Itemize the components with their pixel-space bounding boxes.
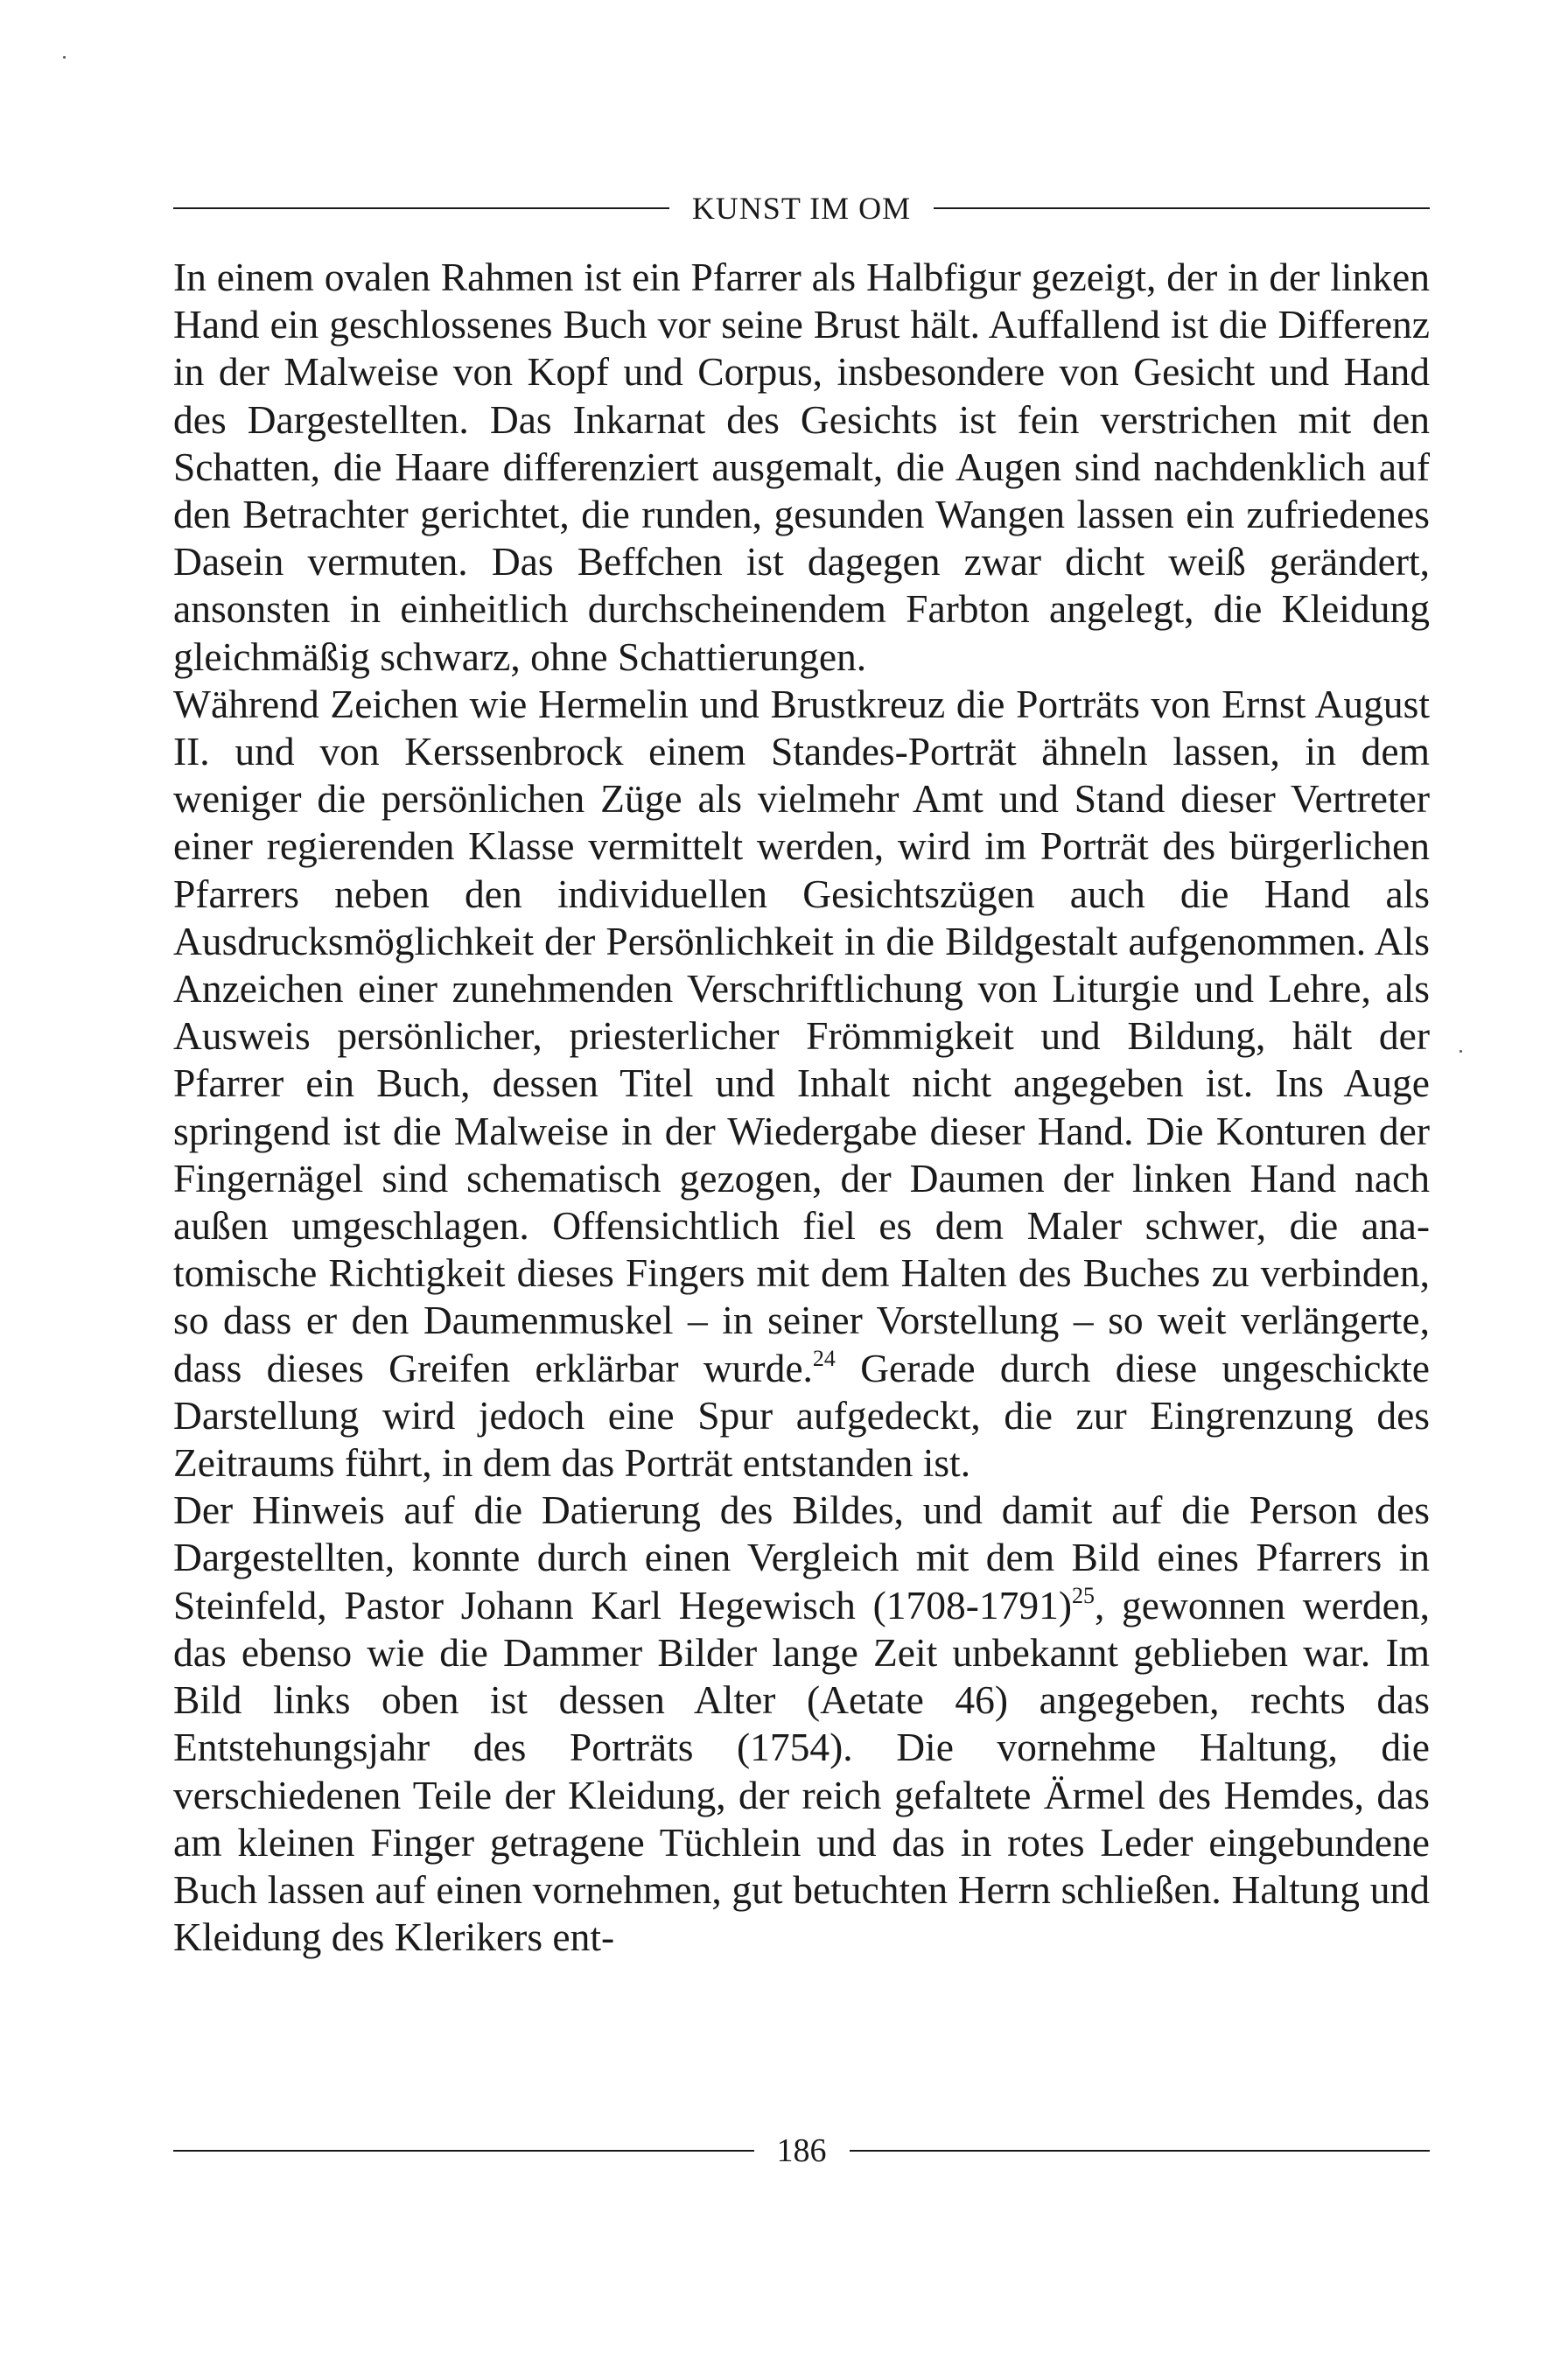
page-number: 186 [776,2132,827,2169]
footnote-ref-25: 25 [1072,1582,1096,1608]
paragraph-3 [173,1487,1430,1961]
paragraph-3-text-b: , gewonnen werden, das ebenso wie die Dammer Bilder lange Zeit unbekannt geblieben war. Im Bild links oben ist dessen Alter (Aetate 46) angegeben, rechts das Entstehungsjahr des Porträts (1754). Die vornehme Haltung, die verschiedenen Teile der Kleidung, der reich gefaltete Ärmel des Hemdes, das am kleinen Finger getragene Tüchlein und das in rotes Leder eingebundene Buch lassen auf einen vornehmen, gut betuchten Herrn schließen. Haltung und Kleidung des Klerikers ent- [173,1582,1430,1960]
footer-rule-left [173,2150,754,2152]
scan-speck [63,56,66,59]
header-rule-left [173,207,669,209]
paragraph-1 [173,254,1430,681]
body-text [173,254,1430,1961]
header-rule-right [934,207,1430,209]
running-head-title: KUNST IM OM [691,191,912,226]
page-footer [173,2124,1430,2177]
running-head [173,182,1430,234]
paragraph-1-text: In einem ovalen Rahmen ist ein Pfarrer als Halbfigur gezeigt, der in der linken Hand ein geschlossenes Buch vor seine Brust hält. Auffallend ist die Differenz in der Malweise von Kopf und Corpus, insbesondere von Gesicht und Hand des Dargestellten. Das Inkarnat des Gesichts ist fein verstrichen mit den Schatten, die Haare differenziert ausgemalt, die Augen sind nachdenklich auf den Betrachter gerichtet, die runden, gesunden Wangen lassen ein zufriedenes Dasein vermuten. Das Beffchen ist dagegen zwar dicht weiß gerändert, ansonsten in einheitlich durchscheinendem Farbton angelegt, die Kleidung gleichmäßig schwarz, ohne Schattierungen. [173,255,1430,679]
paragraph-2 [173,681,1430,1487]
footnote-ref-24: 24 [812,1345,836,1371]
paragraph-2-text-b: Gerade durch diese ungeschickte Darstellung wird jedoch eine Spur aufgedeckt, die zur Eingrenzung des Zeitraums führt, in dem das Porträt entstanden ist. [173,1345,1430,1486]
scan-speck [1460,1050,1462,1053]
footer-rule-right [850,2150,1431,2152]
paragraph-2-text-a: Während Zeichen wie Hermelin und Brustkreuz die Porträts von Ernst August II. und von Kerssenbrock einem Standes-Porträt ähneln lassen, in dem weniger die persönlichen Züge als vielmehr Amt und Stand dieser Vertreter einer regierenden Klasse vermittelt werden, wird im Porträt des bürgerlichen Pfarrers neben den individuellen Gesichtszügen auch die Hand als Ausdrucksmöglichkeit der Persönlichkeit in die Bildgestalt aufgenommen. Als Anzeichen einer zunehmenden Verschriftlichung von Liturgie und Lehre, als Ausweis persönlicher, priesterlicher Frömmigkeit und Bildung, hält der Pfarrer ein Buch, dessen Titel und Inhalt nicht angegeben ist. Ins Auge springend ist die Malweise in der Wiedergabe dieser Hand. Die Konturen der Fingernägel sind schematisch gezogen, der Daumen der linken Hand nach außen umgeschlagen. Offensichtlich fiel es dem Maler schwer, die anatomische Richtigkeit dieses Fingers mit dem Halten des Buches zu verbinden, so dass er den Daumenmuskel – in seiner Vorstellung – so weit verlängerte, dass dieses Greifen erklärbar wurde. [173,681,1430,1390]
paragraph-3-text-a: Der Hinweis auf die Datierung des Bildes, und damit auf die Person des Dargestellten, konnte durch einen Vergleich mit dem Bild eines Pfarrers in Steinfeld, Pastor Johann Karl Hegewisch (1708-1791) [173,1488,1430,1628]
